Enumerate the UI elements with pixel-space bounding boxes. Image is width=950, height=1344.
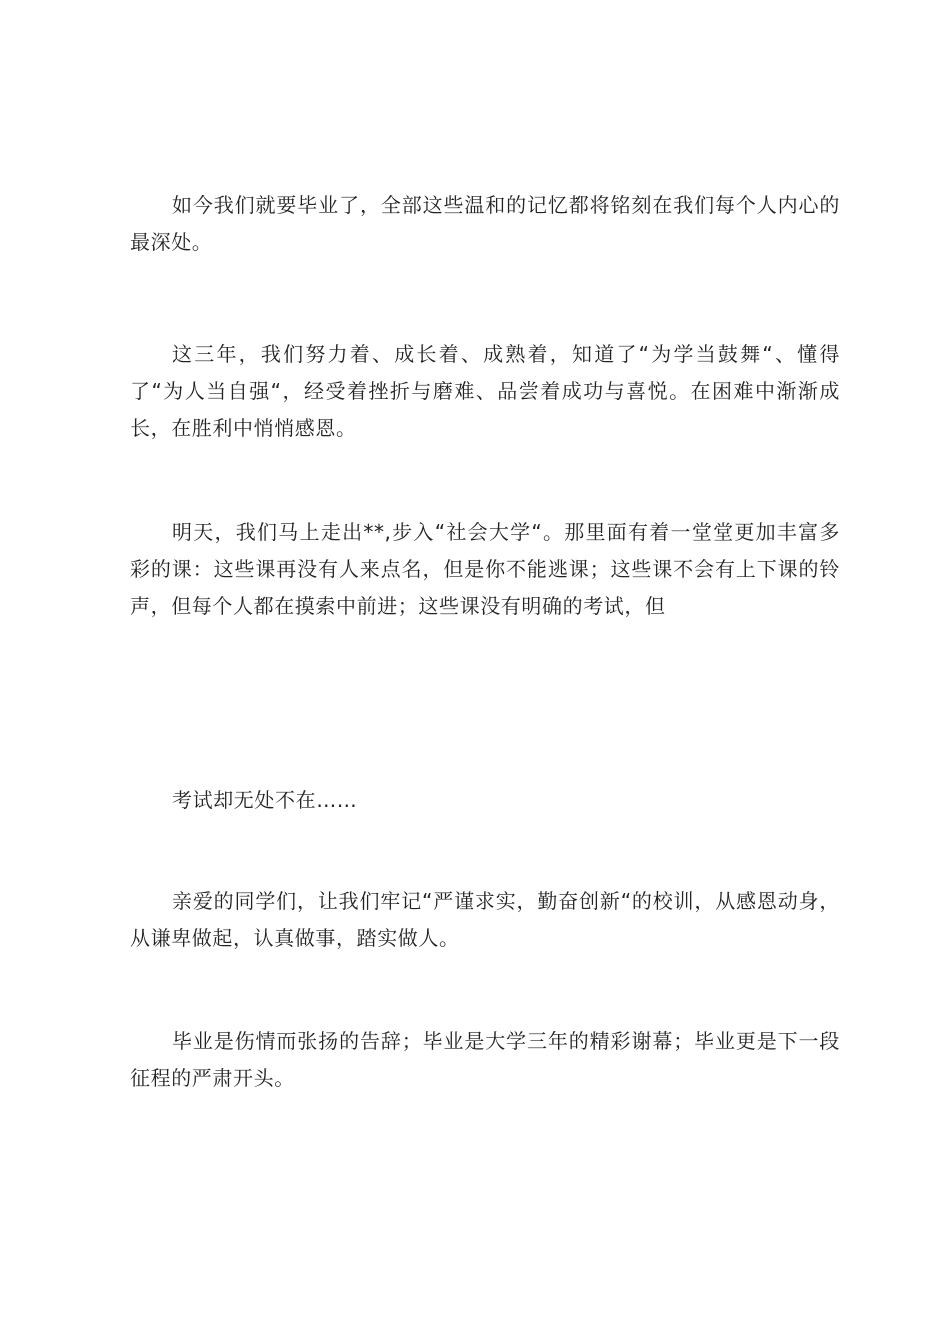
paragraph-graduation-memories: 如今我们就要毕业了，全部这些温和的记忆都将铭刻在我们每个人内心的最深处。 (130, 193, 840, 254)
paragraph-three-years-growth: 这三年，我们努力着、成长着、成熟着，知道了“为学当鼓舞“、懂得了“为人当自强“，经受着挫折与磨难、品尝着成功与喜悦。在困难中渐渐成长，在胜利中悄悄感恩。 (130, 342, 840, 440)
paragraph-school-motto: 亲爱的同学们，让我们牢记“严谨求实，勤奋创新“的校训，从感恩动身，从谦卑做起，认真做事，踏实做人。 (130, 889, 840, 950)
paragraph-graduation-meaning: 毕业是伤情而张扬的告辞；毕业是大学三年的精彩谢幕；毕业更是下一段征程的严肃开头。 (130, 1029, 840, 1090)
paragraph-exams-everywhere: 考试却无处不在…… (172, 788, 358, 812)
paragraph-society-university: 明天，我们马上走出**,步入“社会大学“。那里面有着一堂堂更加丰富多彩的课：这些课再没有人来点名，但是你不能逃课；这些课不会有上下课的铃声，但每个人都在摸索中前进；这些课没有明确的考试，但 (130, 520, 840, 618)
